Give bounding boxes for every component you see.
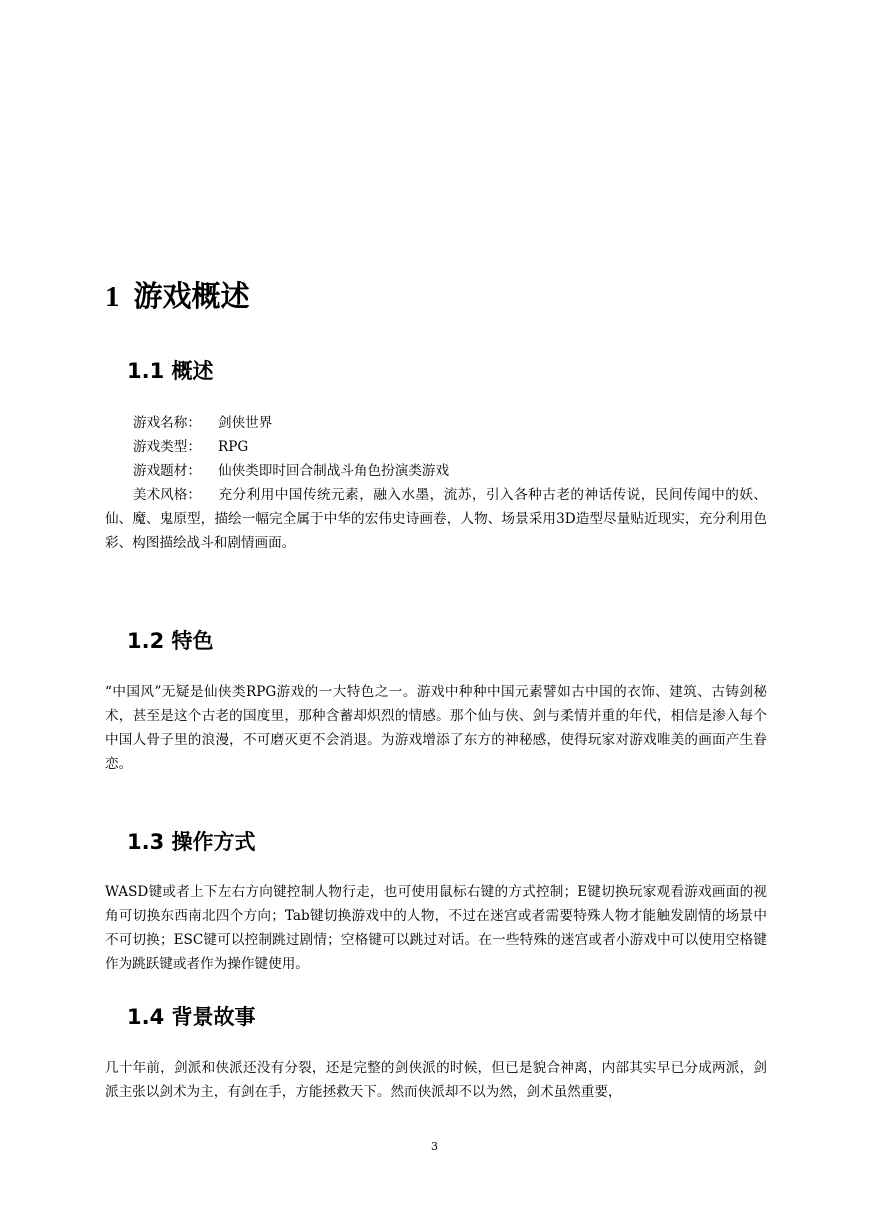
info-label: 游戏类型： <box>133 439 201 455</box>
info-label: 游戏名称： <box>133 415 201 431</box>
info-value: 剑侠世界 <box>218 415 273 431</box>
info-label: 游戏题材： <box>133 463 201 479</box>
info-row-name <box>105 411 767 435</box>
info-row-theme <box>105 459 767 483</box>
game-info-list <box>105 411 767 555</box>
section-heading-1-4: 1.4 背景故事 <box>127 1005 256 1029</box>
info-row-type <box>105 435 767 459</box>
info-value: RPG <box>218 439 249 455</box>
info-label: 美术风格： <box>133 487 201 503</box>
chapter-title: 游戏概述 <box>133 279 250 313</box>
page-number: 3 <box>431 1140 438 1153</box>
info-row-art-style <box>105 483 767 555</box>
section-heading-1-2: 1.2 特色 <box>127 629 214 653</box>
section-paragraph-1-4: 几十年前，剑派和侠派还没有分裂，还是完整的剑侠派的时候，但已是貌合神离，内部其实早已分成两派，剑派主张以剑术为主，有剑在手，方能拯救天下。然而侠派却不以为然，剑术虽然重要， <box>105 1060 767 1100</box>
chapter-heading <box>105 278 250 315</box>
info-value: 仙侠类即时回合制战斗角色扮演类游戏 <box>218 463 450 479</box>
info-value: 充分利用中国传统元素，融入水墨，流苏，引入各种古老的神话传说，民间传闻中的妖、仙、魔、鬼原型，描绘一幅完全属于中华的宏伟史诗画卷，人物、场景采用3D造型尽量贴近现实，充分利用色彩、构图描绘战斗和剧情画面。 <box>105 487 767 551</box>
section-paragraph-1-3: WASD键或者上下左右方向键控制人物行走，也可使用鼠标右键的方式控制；E键切换玩家观看游戏画面的视角可切换东西南北四个方向；Tab键切换游戏中的人物，不过在迷宫或者需要特殊人物才能触发剧情的场景中不可切换；ESC键可以控制跳过剧情；空格键可以跳过对话。在一些特殊的迷宫或者小游戏中可以使用空格键作为跳跃键或者作为操作键使用。 <box>105 884 767 972</box>
section-heading-1-1: 1.1 概述 <box>127 359 214 383</box>
section-heading-1-3: 1.3 操作方式 <box>127 830 256 854</box>
section-paragraph-1-2: “中国风”无疑是仙侠类RPG游戏的一大特色之一。游戏中种种中国元素譬如古中国的衣饰、建筑、古铸剑秘术，甚至是这个古老的国度里，那种含蓄却炽烈的情感。那个仙与侠、剑与柔情并重的年代，相信是渗入每个中国人骨子里的浪漫，不可磨灭更不会消退。为游戏增添了东方的神秘感，使得玩家对游戏唯美的画面产生眷恋。 <box>105 684 767 772</box>
chapter-number: 1 <box>105 281 120 313</box>
